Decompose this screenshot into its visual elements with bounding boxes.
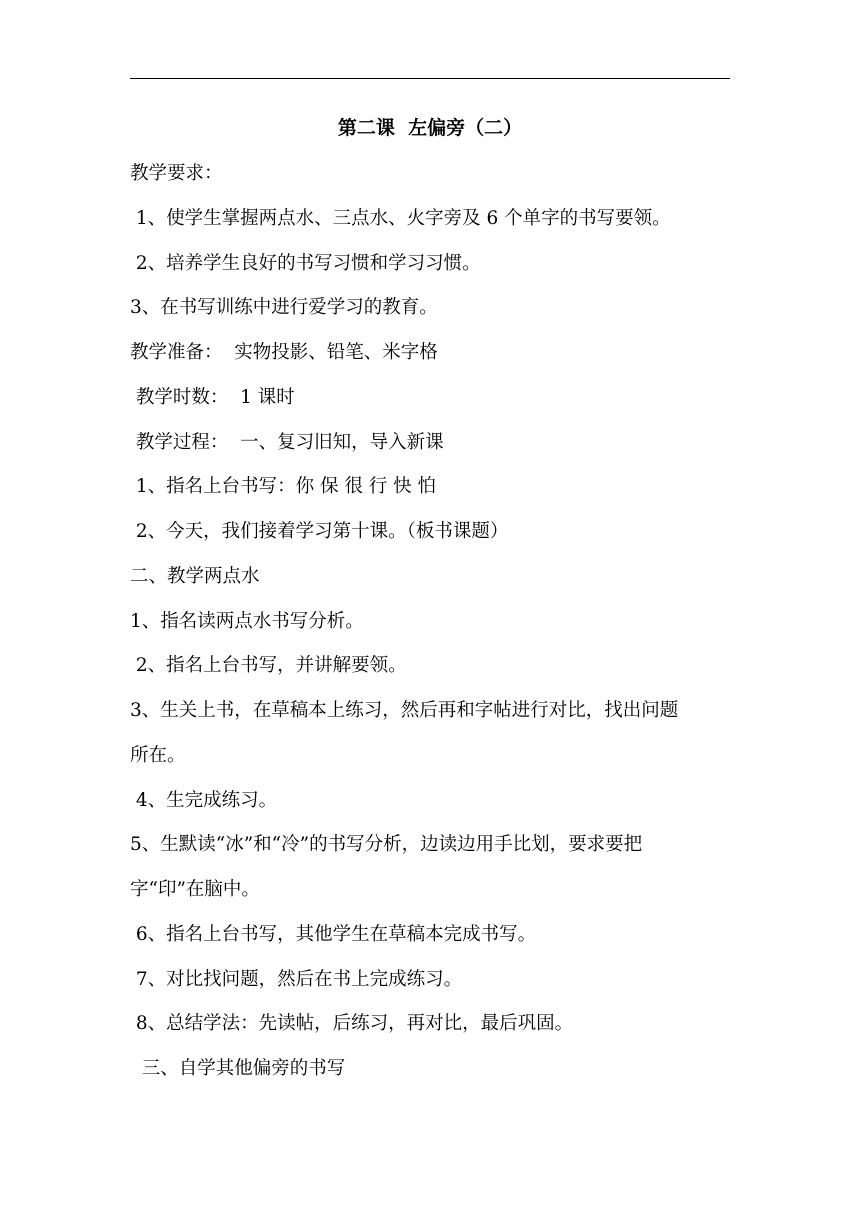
body-line-teaching-requirements-heading: 教学要求： [130, 163, 223, 184]
body-line-section-two-step-3: 3、生关上书，在草稿本上练习，然后再和字帖进行对比，找出问题 [130, 700, 679, 721]
body-line-requirement-1: 1、使学生掌握两点水、三点水、火字旁及 6 个单字的书写要领。 [130, 208, 671, 229]
body-line-section-two-step-8: 8、总结学法：先读帖，后练习，再对比，最后巩固。 [130, 1013, 574, 1034]
body-line-requirement-3: 3、在书写训练中进行爱学习的教育。 [130, 297, 438, 318]
body-line-section-two-step-5: 5、生默读“冰”和“冷”的书写分析，边读边用手比划，要求要把 [130, 834, 643, 855]
body-line-section-two-step-4: 4、生完成练习。 [130, 790, 278, 811]
body-line-section-two-step-5-cont: 字“印”在脑中。 [130, 879, 260, 900]
body-line-section-two-step-6: 6、指名上台书写，其他学生在草稿本完成书写。 [130, 924, 537, 945]
body-line-section-two-step-1: 1、指名读两点水书写分析。 [130, 611, 364, 632]
document-title: 第二课 左偏旁（二） [337, 117, 523, 139]
body-line-review-step-2: 2、今天，我们接着学习第十课。（板书课题） [130, 521, 509, 542]
body-line-preparation: 教学准备： 实物投影、铅笔、米字格 [130, 342, 438, 363]
body-line-requirement-2: 2、培养学生良好的书写习惯和学习习惯。 [130, 253, 481, 274]
body-line-section-two-heading: 二、教学两点水 [130, 566, 260, 587]
body-line-review-step-1: 1、指名上台书写：你 保 很 行 快 怕 [130, 476, 437, 497]
body-line-section-two-step-7: 7、对比找问题，然后在书上完成练习。 [130, 969, 463, 990]
body-line-section-two-step-2: 2、指名上台书写，并讲解要领。 [130, 655, 407, 676]
body-line-class-hours: 教学时数： 1 课时 [130, 387, 295, 408]
body-line-process-review: 教学过程： 一、复习旧知，导入新课 [130, 432, 444, 453]
body-line-section-three-heading: 三、自学其他偏旁的书写 [130, 1058, 346, 1079]
header-rule [130, 78, 730, 79]
body-line-section-two-step-3-cont: 所在。 [130, 745, 186, 766]
